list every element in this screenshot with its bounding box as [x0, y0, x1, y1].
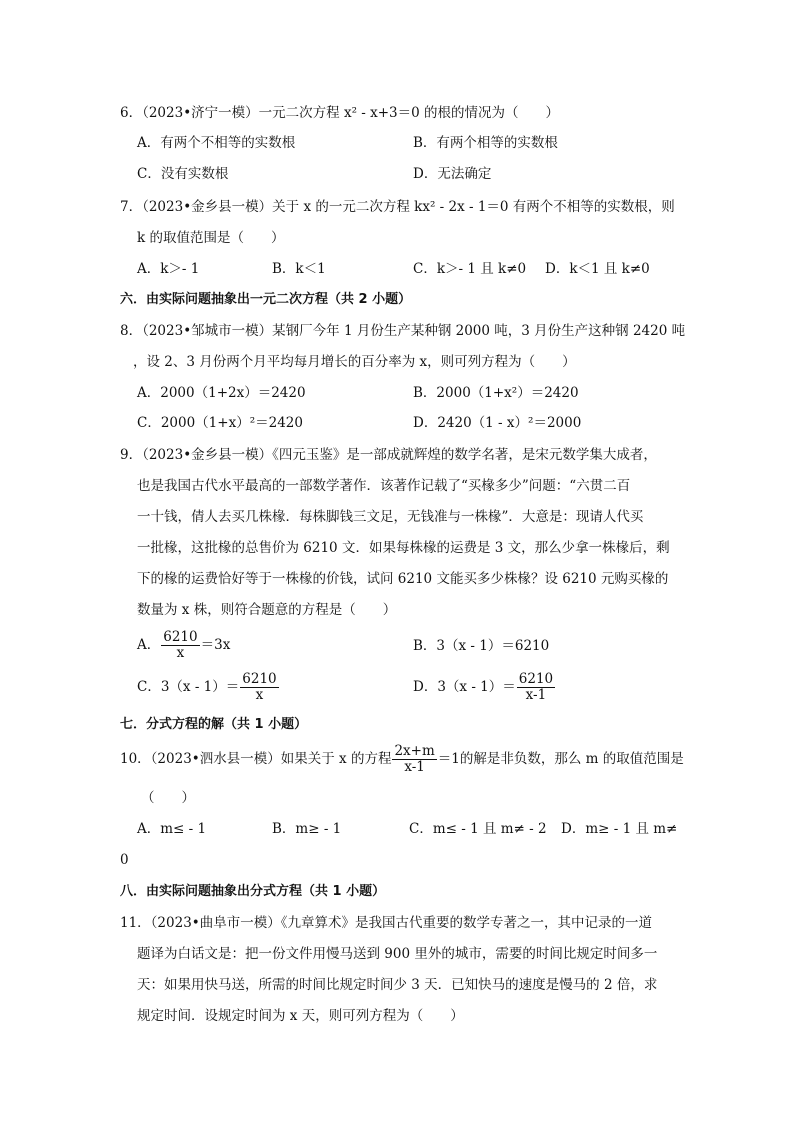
section-6-heading: 六．由实际问题抽象出一元二次方程（共 2 小题） — [120, 292, 412, 307]
q6-option-c: C．没有实数根 — [137, 166, 229, 182]
q9-option-a-label: A． — [137, 637, 161, 653]
q10-option-b: B．m≥ - 1 — [272, 821, 342, 837]
fraction-denominator: x-1 — [404, 759, 425, 775]
q8-option-c: C．2000（1+x）²＝2420 — [137, 415, 303, 431]
fraction-denominator: x — [176, 645, 185, 661]
q8-stem-line2: ，设 2、3 月份两个月平均每月增长的百分率为 x，则可列方程为（ ） — [133, 354, 576, 370]
fraction-numerator: 2x+m — [394, 743, 435, 759]
q8-stem-line1: 8．（2023•邹城市一模）某钢厂今年 1 月份生产某种钢 2000 吨，3 月份生产这种钢 2420 吨 — [120, 323, 686, 339]
q9-option-d — [413, 672, 556, 703]
q7-option-d: D．k＜1 且 k≠0 — [545, 261, 650, 277]
fraction-denominator: x-1 — [525, 687, 547, 703]
q9-option-d-lhs: D．3（x - 1）＝ — [413, 679, 516, 695]
q11-stem-line4: 规定时间．设规定时间为 x 天，则可列方程为（ ） — [137, 1008, 464, 1024]
q10-stem — [120, 744, 684, 775]
q8-option-d: D．2420（1 - x）²＝2000 — [413, 415, 582, 431]
q9-stem-line5: 下的椽的运费恰好等于一株椽的价钱，试问 6210 文能买多少株椽？设 6210 元购买椽的 — [137, 571, 669, 587]
q6-option-a: A．有两个不相等的实数根 — [137, 135, 296, 151]
q10-option-d: D．m≥ - 1 且 m≠ — [561, 821, 678, 837]
q9-stem-line4: 一批椽，这批椽的总售价为 6210 文．如果每株椽的运费是 3 文，那么少拿一株椽后，剩 — [137, 540, 670, 556]
q10-option-c: C．m≤ - 1 且 m≠ - 2 — [409, 821, 547, 837]
q9-stem-line2: 也是我国古代水平最高的一部数学著作．该著作记载了“买椽多少”问题：“六贯二百 — [137, 478, 631, 494]
q9-option-a-rhs: ＝3x — [200, 637, 231, 653]
q10-option-d-continuation: 0 — [120, 852, 129, 868]
fraction-numerator: 6210 — [242, 671, 277, 687]
q10-fraction — [392, 744, 436, 775]
q9-stem-line1: 9．（2023•金乡县一模）《四元玉鉴》是一部成就辉煌的数学名著，是宋元数学集大成者， — [120, 447, 657, 463]
q10-option-a: A．m≤ - 1 — [137, 821, 207, 837]
q10-answer-paren: （ ） — [141, 790, 195, 806]
q11-stem-line2: 题译为白话文是：把一份文件用慢马送到 900 里外的城市，需要的时间比规定时间多一 — [137, 946, 658, 962]
fraction-numerator: 6210 — [163, 629, 198, 645]
q7-stem-line1: 7．（2023•金乡县一模）关于 x 的一元二次方程 kx² - 2x - 1＝0 有两个不相等的实数根，则 — [120, 199, 675, 215]
fraction-denominator: x — [255, 687, 264, 703]
q9-option-c-lhs: C．3（x - 1）＝ — [137, 679, 240, 695]
q9-option-c-fraction — [240, 672, 278, 703]
q11-stem-line3: 天：如果用快马送，所需的时间比规定时间少 3 天．已知快马的速度是慢马的 2 倍，求 — [137, 977, 658, 993]
q6-option-b: B．有两个相等的实数根 — [413, 135, 558, 151]
q6-option-d: D．无法确定 — [413, 166, 492, 182]
q9-stem-line6: 数量为 x 株，则符合题意的方程是（ ） — [137, 602, 397, 618]
q10-stem-post: ＝1的解是非负数，那么 m 的取值范围是 — [437, 751, 684, 767]
q8-option-a: A．2000（1+2x）＝2420 — [137, 385, 306, 401]
q9-stem-line3: 一十钱，倩人去买几株椽．每株脚钱三文足，无钱准与一株椽”．大意是：现请人代买 — [137, 509, 644, 525]
q9-option-a — [137, 630, 230, 661]
section-7-heading: 七．分式方程的解（共 1 小题） — [120, 717, 308, 732]
fraction-numerator: 6210 — [518, 671, 554, 687]
q7-stem-line2: k 的取值范围是（ ） — [137, 230, 285, 246]
section-8-heading: 八．由实际问题抽象出分式方程（共 1 小题） — [120, 884, 386, 899]
q9-option-b: B．3（x - 1）＝6210 — [413, 638, 550, 654]
q11-stem-line1: 11．（2023•曲阜市一模）《九章算术》是我国古代重要的数学专著之一，其中记录的一道 — [120, 915, 652, 931]
q7-option-c: C．k＞- 1 且 k≠0 — [413, 261, 527, 277]
q7-option-a: A．k＞- 1 — [137, 261, 200, 277]
q8-option-b: B．2000（1+x²）＝2420 — [413, 385, 579, 401]
q9-option-c — [137, 672, 280, 703]
q6-stem: 6．（2023•济宁一模）一元二次方程 x² - x+3＝0 的根的情况为（ ） — [120, 105, 560, 121]
q9-option-a-fraction — [161, 630, 199, 661]
q7-option-b: B．k＜1 — [272, 261, 326, 277]
q10-stem-pre: 10．（2023•泗水县一模）如果关于 x 的方程 — [120, 751, 392, 767]
q9-option-d-fraction — [517, 672, 555, 703]
